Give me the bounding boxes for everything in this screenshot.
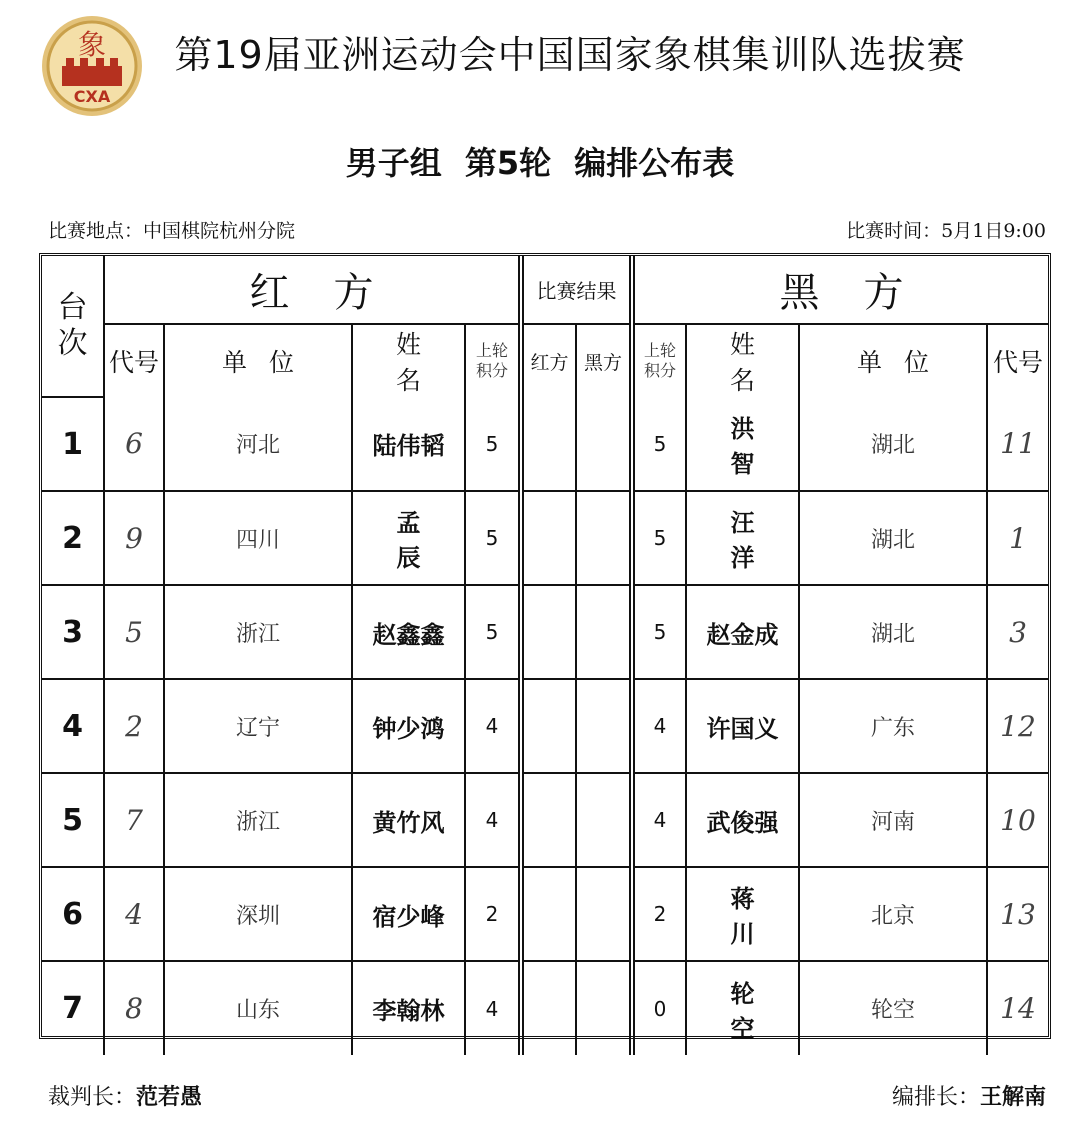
board-number: 6 <box>42 867 104 961</box>
table-row <box>42 867 1048 961</box>
board-number: 3 <box>42 585 104 679</box>
red-prev-score: 4 <box>465 679 521 773</box>
red-unit: 辽宁 <box>164 679 352 773</box>
page-title: 第19届亚洲运动会中国国家象棋集训队选拔赛 <box>174 33 966 77</box>
red-player-name: 钟少鸿 <box>352 679 465 773</box>
red-code: 9 <box>104 491 164 585</box>
table-row <box>42 397 1048 491</box>
red-player-name: 陆伟韬 <box>352 397 465 491</box>
red-code: 6 <box>104 397 164 491</box>
black-unit: 北京 <box>799 867 987 961</box>
red-player-name: 赵鑫鑫 <box>352 585 465 679</box>
black-player-name: 赵金成 <box>686 585 799 679</box>
black-code: 1 <box>987 491 1048 585</box>
board-number: 2 <box>42 491 104 585</box>
prev-score-line2: 积分 <box>475 361 508 380</box>
black-unit: 河南 <box>799 773 987 867</box>
table-row <box>42 491 1048 585</box>
black-code: 11 <box>987 397 1048 491</box>
header-black-code: 代号 <box>987 324 1048 397</box>
red-prev-score: 2 <box>465 867 521 961</box>
black-unit: 广东 <box>799 679 987 773</box>
result-red-cell[interactable] <box>521 491 576 585</box>
header-black-name: 姓名 <box>686 324 799 397</box>
time-info: 比赛时间：5月1日9:00 <box>846 220 1046 242</box>
cxa-emblem-icon <box>40 14 144 118</box>
black-prev-score: 4 <box>632 679 686 773</box>
table-row <box>42 961 1048 1055</box>
result-black-cell[interactable] <box>576 679 632 773</box>
red-unit: 山东 <box>164 961 352 1055</box>
black-prev-score: 0 <box>632 961 686 1055</box>
header-black-prev-score <box>632 324 686 397</box>
red-player-name: 宿少峰 <box>352 867 465 961</box>
chief-referee <box>48 1080 202 1111</box>
black-player-name: 洪智 <box>686 397 799 491</box>
red-prev-score: 4 <box>465 773 521 867</box>
table-no-label: 台次 <box>57 290 88 361</box>
header-result: 比赛结果 <box>521 256 632 324</box>
black-player-name: 汪洋 <box>686 491 799 585</box>
red-prev-score: 5 <box>465 585 521 679</box>
table-row <box>42 679 1048 773</box>
header-red-prev-score <box>465 324 521 397</box>
red-code: 8 <box>104 961 164 1055</box>
board-number: 5 <box>42 773 104 867</box>
black-unit: 轮空 <box>799 961 987 1055</box>
result-black-cell[interactable] <box>576 773 632 867</box>
prev-score-line2: 积分 <box>643 361 676 380</box>
red-code: 4 <box>104 867 164 961</box>
black-prev-score: 5 <box>632 585 686 679</box>
red-unit: 河北 <box>164 397 352 491</box>
pairing-rows <box>42 397 1048 1055</box>
result-black-cell[interactable] <box>576 867 632 961</box>
logo-text: CXA <box>73 87 111 106</box>
scheduler <box>892 1080 1046 1111</box>
header-table-no <box>42 256 104 397</box>
black-code: 12 <box>987 679 1048 773</box>
result-red-cell[interactable] <box>521 961 576 1055</box>
table-row <box>42 773 1048 867</box>
header-red-unit: 单位 <box>164 324 352 397</box>
header-red-side: 红方 <box>104 256 521 324</box>
black-unit: 湖北 <box>799 585 987 679</box>
header-black-unit: 单位 <box>799 324 987 397</box>
pairing-table-frame <box>39 253 1051 1043</box>
cxa-logo <box>40 14 144 118</box>
header-row-1 <box>42 256 1048 324</box>
result-red-cell[interactable] <box>521 679 576 773</box>
scheduler-label: 编排长： <box>891 1085 980 1110</box>
red-player-name: 孟辰 <box>352 491 465 585</box>
board-number: 1 <box>42 397 104 491</box>
black-prev-score: 4 <box>632 773 686 867</box>
red-unit: 浙江 <box>164 773 352 867</box>
black-code: 14 <box>987 961 1048 1055</box>
chief-referee-label: 裁判长： <box>48 1085 137 1110</box>
board-number: 4 <box>42 679 104 773</box>
red-unit: 四川 <box>164 491 352 585</box>
red-prev-score: 5 <box>465 491 521 585</box>
header-red-name: 姓名 <box>352 324 465 397</box>
result-red-cell[interactable] <box>521 585 576 679</box>
pairing-table <box>42 256 1048 1055</box>
page-subtitle: 男子组 第5轮 编排公布表 <box>345 144 735 182</box>
black-code: 10 <box>987 773 1048 867</box>
black-player-name: 武俊强 <box>686 773 799 867</box>
header-black-side: 黑方 <box>632 256 1048 324</box>
black-unit: 湖北 <box>799 491 987 585</box>
logo-glyph: 象 <box>77 28 107 61</box>
red-unit: 深圳 <box>164 867 352 961</box>
result-black-cell[interactable] <box>576 585 632 679</box>
red-player-name: 李翰林 <box>352 961 465 1055</box>
red-code: 5 <box>104 585 164 679</box>
red-prev-score: 4 <box>465 961 521 1055</box>
header-red-code: 代号 <box>104 324 164 397</box>
black-prev-score: 5 <box>632 397 686 491</box>
black-code: 3 <box>987 585 1048 679</box>
header-result-black: 黑方 <box>576 324 632 397</box>
black-player-name: 许国义 <box>686 679 799 773</box>
header-result-red: 红方 <box>521 324 576 397</box>
result-red-cell[interactable] <box>521 397 576 491</box>
red-player-name: 黄竹风 <box>352 773 465 867</box>
red-code: 2 <box>104 679 164 773</box>
result-black-cell[interactable] <box>576 397 632 491</box>
black-code: 13 <box>987 867 1048 961</box>
board-number: 7 <box>42 961 104 1055</box>
result-black-cell[interactable] <box>576 491 632 585</box>
black-unit: 湖北 <box>799 397 987 491</box>
header-row-2 <box>42 324 1048 397</box>
red-code: 7 <box>104 773 164 867</box>
prev-score-line1: 上轮 <box>643 341 676 360</box>
black-player-name: 轮空 <box>686 961 799 1055</box>
result-red-cell[interactable] <box>521 773 576 867</box>
scheduler-name: 王解南 <box>979 1084 1046 1110</box>
black-player-name: 蒋川 <box>686 867 799 961</box>
black-prev-score: 2 <box>632 867 686 961</box>
venue-info: 比赛地点：中国棋院杭州分院 <box>48 220 296 242</box>
black-prev-score: 5 <box>632 491 686 585</box>
red-unit: 浙江 <box>164 585 352 679</box>
table-row <box>42 585 1048 679</box>
result-black-cell[interactable] <box>576 961 632 1055</box>
result-red-cell[interactable] <box>521 867 576 961</box>
chief-referee-name: 范若愚 <box>136 1084 203 1110</box>
prev-score-line1: 上轮 <box>475 341 508 360</box>
red-prev-score: 5 <box>465 397 521 491</box>
